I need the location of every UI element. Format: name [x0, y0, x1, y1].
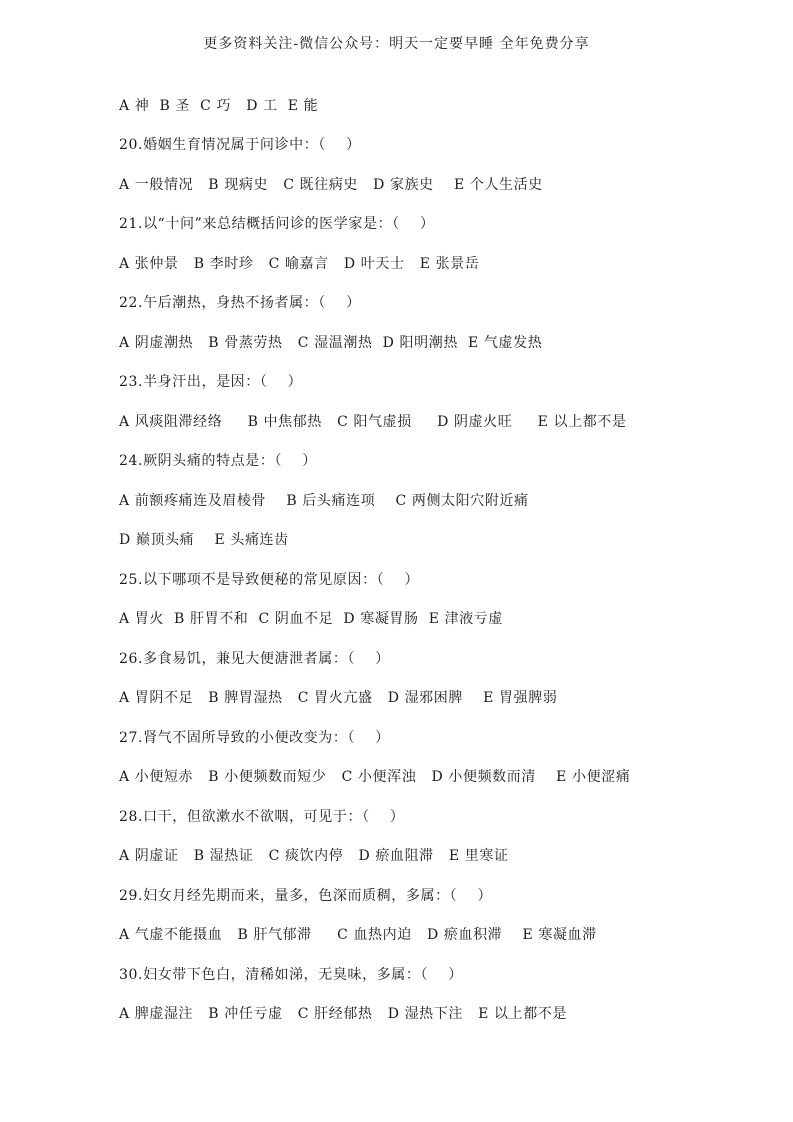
answer-options: A 前额疼痛连及眉棱骨 B 后头痛连项 C 两侧太阳穴附近痛 — [119, 493, 529, 509]
answer-options: A 神 B 圣 C 巧 D 工 E 能 — [119, 98, 319, 114]
question-30: 30.妇女带下色白，清稀如涕，无臭味，多属：（ ） — [119, 967, 463, 983]
question-26: 26.多食易饥，兼见大便溏泄者属：（ ） — [119, 651, 390, 667]
question-24: 24.厥阴头痛的特点是：（ ） — [119, 453, 317, 469]
answer-options: A 脾虚湿注 B 冲任亏虚 C 肝经郁热 D 湿热下注 E 以上都不是 — [119, 1006, 568, 1022]
question-25: 25.以下哪项不是导致便秘的常见原因：（ ） — [119, 572, 420, 588]
answer-options: D 巅顶头痛 E 头痛连齿 — [119, 532, 289, 548]
question-29: 29.妇女月经先期而来，量多，色深而质稠，多属：（ ） — [119, 888, 493, 904]
answer-options: A 胃阴不足 B 脾胃湿热 C 胃火亢盛 D 湿邪困脾 E 胃强脾弱 — [119, 690, 558, 706]
answer-options: A 风痰阻滞经络 B 中焦郁热 C 阳气虚损 D 阴虚火旺 E 以上都不是 — [119, 414, 627, 430]
question-27: 27.肾气不固所导致的小便改变为：（ ） — [119, 730, 390, 746]
answer-options: A 张仲景 B 李时珍 C 喻嘉言 D 叶天士 E 张景岳 — [119, 256, 480, 272]
answer-options: A 阴虚潮热 B 骨蒸劳热 C 湿温潮热 D 阳明潮热 E 气虚发热 — [119, 335, 543, 351]
question-28: 28.口干，但欲漱水不欲咽，可见于：（ ） — [119, 809, 405, 825]
answer-options: A 阴虚证 B 湿热证 C 痰饮内停 D 瘀血阻滞 E 里寒证 — [119, 848, 509, 864]
answer-options: A 胃火 B 肝胃不和 C 阴血不足 D 寒凝胃肠 E 津液亏虚 — [119, 611, 504, 627]
question-20: 20.婚姻生育情况属于问诊中：（ ） — [119, 137, 361, 153]
answer-options: A 一般情况 B 现病史 C 既往病史 D 家族史 E 个人生活史 — [119, 177, 543, 193]
question-21: 21.以“十问”来总结概括问诊的医学家是：（ ） — [119, 216, 435, 232]
question-23: 23.半身汗出，是因：（ ） — [119, 374, 303, 390]
answer-options: A 小便短赤 B 小便频数而短少 C 小便浑浊 D 小便频数而清 E 小便涩痛 — [119, 769, 631, 785]
answer-options: A 气虚不能摄血 B 肝气郁滞 C 血热内迫 D 瘀血积滞 E 寒凝血滞 — [119, 927, 597, 943]
question-22: 22.午后潮热，身热不扬者属：（ ） — [119, 295, 361, 311]
page-header: 更多资料关注-微信公众号：明天一定要早睡 全年免费分享 — [203, 36, 590, 52]
